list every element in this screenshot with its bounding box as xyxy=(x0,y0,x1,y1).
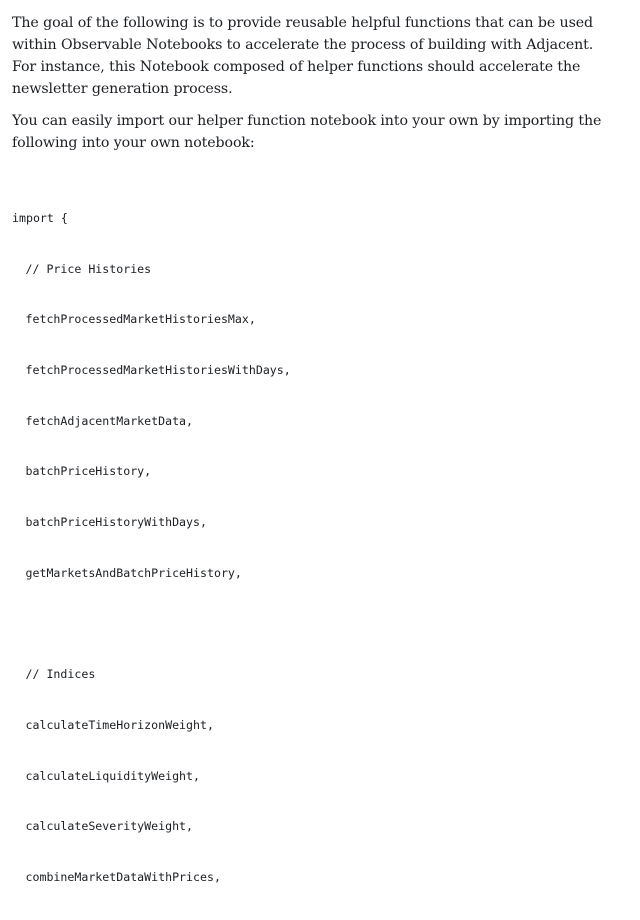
code-line-import-open: import { xyxy=(12,210,68,225)
code-comment-indices: // Indices xyxy=(25,667,96,682)
import-code-block[interactable] xyxy=(12,176,624,920)
intro-paragraph xyxy=(12,12,624,100)
code-line: batchPriceHistoryWithDays, xyxy=(25,515,207,530)
code-comment-price-histories: // Price Histories xyxy=(25,261,152,276)
import-note-line: You can easily import our helper function notebook into your own by importing the xyxy=(12,113,602,129)
import-note-paragraph xyxy=(12,110,624,154)
intro-line: within Observable Notebooks to accelerate the process of building with Adjacent. xyxy=(12,37,594,53)
import-note-line: following into your own notebook: xyxy=(12,135,255,151)
code-blank-line xyxy=(12,615,624,632)
code-line: calculateLiquidityWeight, xyxy=(25,768,201,783)
code-line: calculateTimeHorizonWeight, xyxy=(25,717,214,732)
intro-line: newsletter generation process. xyxy=(12,81,233,97)
code-line: getMarketsAndBatchPriceHistory, xyxy=(25,565,242,580)
code-line: fetchAdjacentMarketData, xyxy=(25,413,194,428)
code-line: combineMarketDataWithPrices, xyxy=(25,869,221,884)
code-line: calculateSeverityWeight, xyxy=(25,819,194,834)
intro-line: For instance, this Notebook composed of helper functions should accelerate the xyxy=(12,59,581,75)
code-line: batchPriceHistory, xyxy=(25,464,152,479)
intro-line: The goal of the following is to provide reusable helpful functions that can be used xyxy=(12,15,594,31)
code-line: fetchProcessedMarketHistoriesWithDays, xyxy=(25,362,291,377)
code-line: fetchProcessedMarketHistoriesMax, xyxy=(25,312,256,327)
